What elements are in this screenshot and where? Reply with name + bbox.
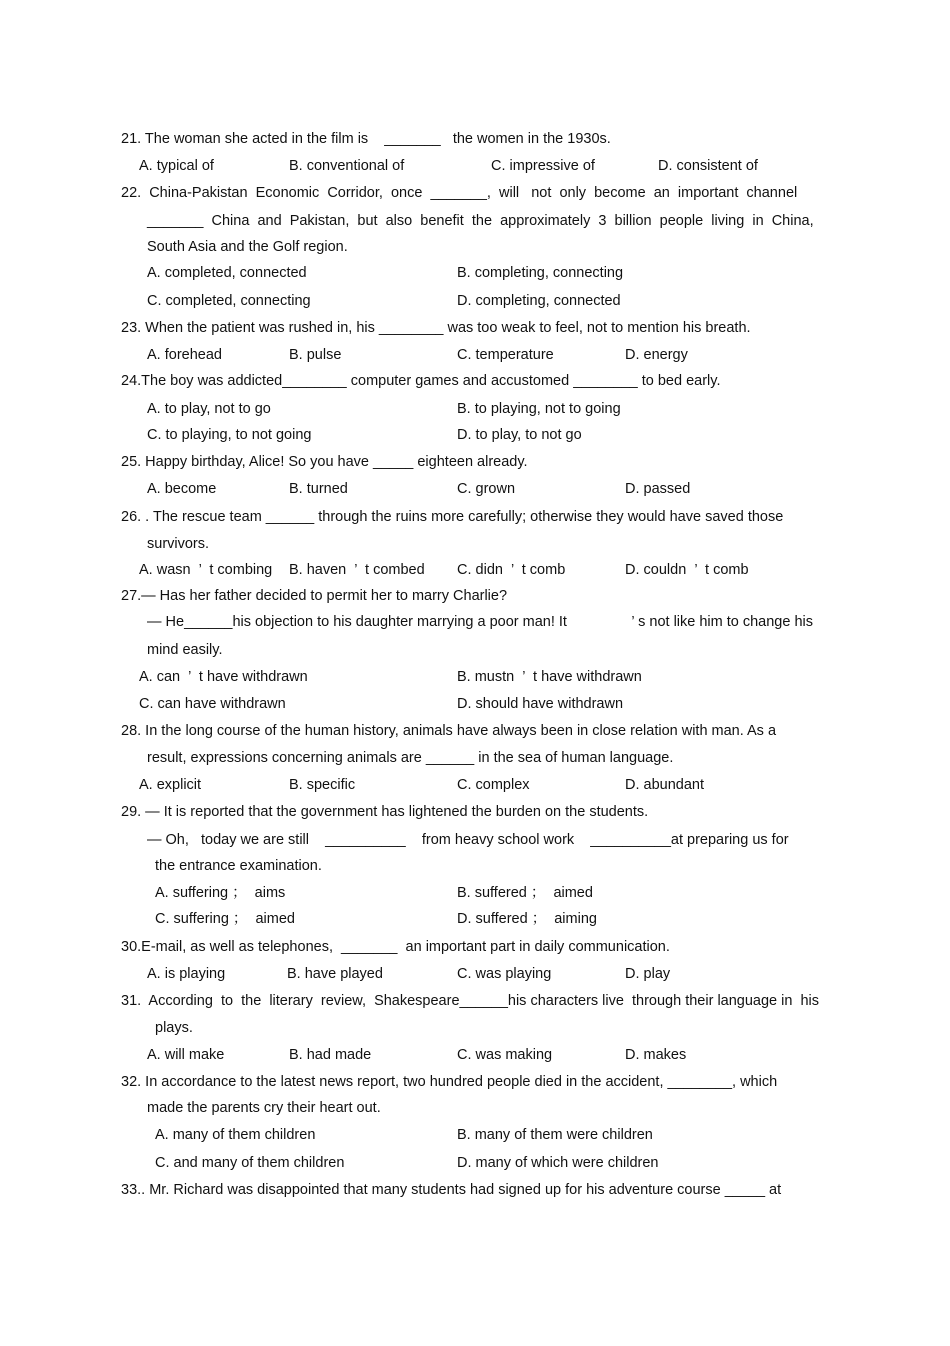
q27-option-b: B. mustn ’ t have withdrawn <box>457 669 642 685</box>
q28-option-a: A. explicit <box>139 777 202 793</box>
q25-option-b: B. turned <box>289 481 348 497</box>
question-29-stem-line1: 29. — It is reported that the government has lightened the burden on the students. <box>121 804 649 820</box>
question-27-stem-line1: 27.— Has her father decided to permit her to marry Charlie? <box>121 588 508 604</box>
q30-option-a: A. is playing <box>147 966 226 982</box>
question-29-stem-line3: the entrance examination. <box>155 858 322 874</box>
question-22-stem-line3: South Asia and the Golf region. <box>147 239 348 255</box>
q32-option-a: A. many of them children <box>155 1127 316 1143</box>
q22-option-b: B. completing, connecting <box>457 265 624 281</box>
question-31-stem-line1: 31. According to the literary review, Shakespeare______his characters live through their language in his <box>121 993 820 1009</box>
q32-option-d: D. many of which were children <box>457 1155 659 1171</box>
q28-option-d: D. abundant <box>625 777 705 793</box>
q28-option-c: C. complex <box>457 777 530 793</box>
q30-option-c: C. was playing <box>457 966 552 982</box>
q29-option-d: D. suffered ； aiming <box>457 911 597 927</box>
question-29-stem-line2: — Oh, today we are still __________ from heavy school work __________at preparing us for <box>147 832 789 848</box>
q21-option-c: C. impressive of <box>491 158 595 174</box>
q22-option-a: A. completed, connected <box>147 265 307 281</box>
q28-option-b: B. specific <box>289 777 356 793</box>
question-30-stem: 30.E-mail, as well as telephones, _______ an important part in daily communication. <box>121 939 670 955</box>
q26-option-b: B. haven ’ t combed <box>289 562 425 578</box>
question-32-stem-line1: 32. In accordance to the latest news report, two hundred people died in the accident, ________, which <box>121 1074 778 1090</box>
q24-option-a: A. to play, not to go <box>147 401 271 417</box>
q29-option-c: C. suffering ； aimed <box>155 911 295 927</box>
q31-option-b: B. had made <box>289 1047 372 1063</box>
question-26-stem-line2: survivors. <box>147 536 210 552</box>
q21-option-d: D. consistent of <box>658 158 758 174</box>
q26-option-a: A. wasn ’ t combing <box>139 562 273 578</box>
question-28-stem-line1: 28. In the long course of the human history, animals have always been in close relation with man. As a <box>121 723 777 739</box>
q27-option-a: A. can ’ t have withdrawn <box>139 669 308 685</box>
q21-option-a: A. typical of <box>139 158 214 174</box>
q22-option-c: C. completed, connecting <box>147 293 311 309</box>
q26-option-c: C. didn ’ t comb <box>457 562 566 578</box>
question-33-stem: 33.. Mr. Richard was disappointed that many students had signed up for his adventure course _____ at <box>121 1182 782 1198</box>
question-32-stem-line2: made the parents cry their heart out. <box>147 1100 381 1116</box>
q24-option-d: D. to play, to not go <box>457 427 582 443</box>
q23-option-b: B. pulse <box>289 347 342 363</box>
q24-option-b: B. to playing, not to going <box>457 401 621 417</box>
q22-option-d: D. completing, connected <box>457 293 621 309</box>
question-25-stem: 25. Happy birthday, Alice! So you have _____ eighteen already. <box>121 454 528 470</box>
question-22-stem-line2: _______ China and Pakistan, but also benefit the approximately 3 billion people living in China, <box>147 213 814 229</box>
question-27-stem-line2: — He______his objection to his daughter marrying a poor man! It ’ s not like him to change his <box>147 614 814 630</box>
q32-option-b: B. many of them were children <box>457 1127 653 1143</box>
q30-option-d: D. play <box>625 966 671 982</box>
q21-option-b: B. conventional of <box>289 158 405 174</box>
q31-option-d: D. makes <box>625 1047 687 1063</box>
q25-option-c: C. grown <box>457 481 516 497</box>
q23-option-a: A. forehead <box>147 347 222 363</box>
q31-option-a: A. will make <box>147 1047 225 1063</box>
q31-option-c: C. was making <box>457 1047 553 1063</box>
q30-option-b: B. have played <box>287 966 383 982</box>
question-26-stem-line1: 26. . The rescue team ______ through the ruins more carefully; otherwise they would have saved those <box>121 509 784 525</box>
q29-option-b: B. suffered ； aimed <box>457 885 593 901</box>
q25-option-d: D. passed <box>625 481 691 497</box>
question-21-stem: 21. The woman she acted in the film is _______ the women in the 1930s. <box>121 131 611 147</box>
q24-option-c: C. to playing, to not going <box>147 427 312 443</box>
q29-option-a: A. suffering ； aims <box>155 885 286 901</box>
question-22-stem-line1: 22. China-Pakistan Economic Corridor, once _______, will not only become an important channel <box>121 185 798 201</box>
q23-option-c: C. temperature <box>457 347 554 363</box>
q27-option-c: C. can have withdrawn <box>139 696 286 712</box>
q27-option-d: D. should have withdrawn <box>457 696 624 712</box>
q23-option-d: D. energy <box>625 347 688 363</box>
q25-option-a: A. become <box>147 481 217 497</box>
question-28-stem-line2: result, expressions concerning animals are ______ in the sea of human language. <box>147 750 674 766</box>
q26-option-d: D. couldn ’ t comb <box>625 562 749 578</box>
question-23-stem: 23. When the patient was rushed in, his ________ was too weak to feel, not to mention his breath. <box>121 320 751 336</box>
q32-option-c: C. and many of them children <box>155 1155 345 1171</box>
question-31-stem-line2: plays. <box>155 1020 193 1036</box>
question-24-stem: 24.The boy was addicted________ computer games and accustomed ________ to bed early. <box>121 373 721 389</box>
question-27-stem-line3: mind easily. <box>147 642 223 658</box>
